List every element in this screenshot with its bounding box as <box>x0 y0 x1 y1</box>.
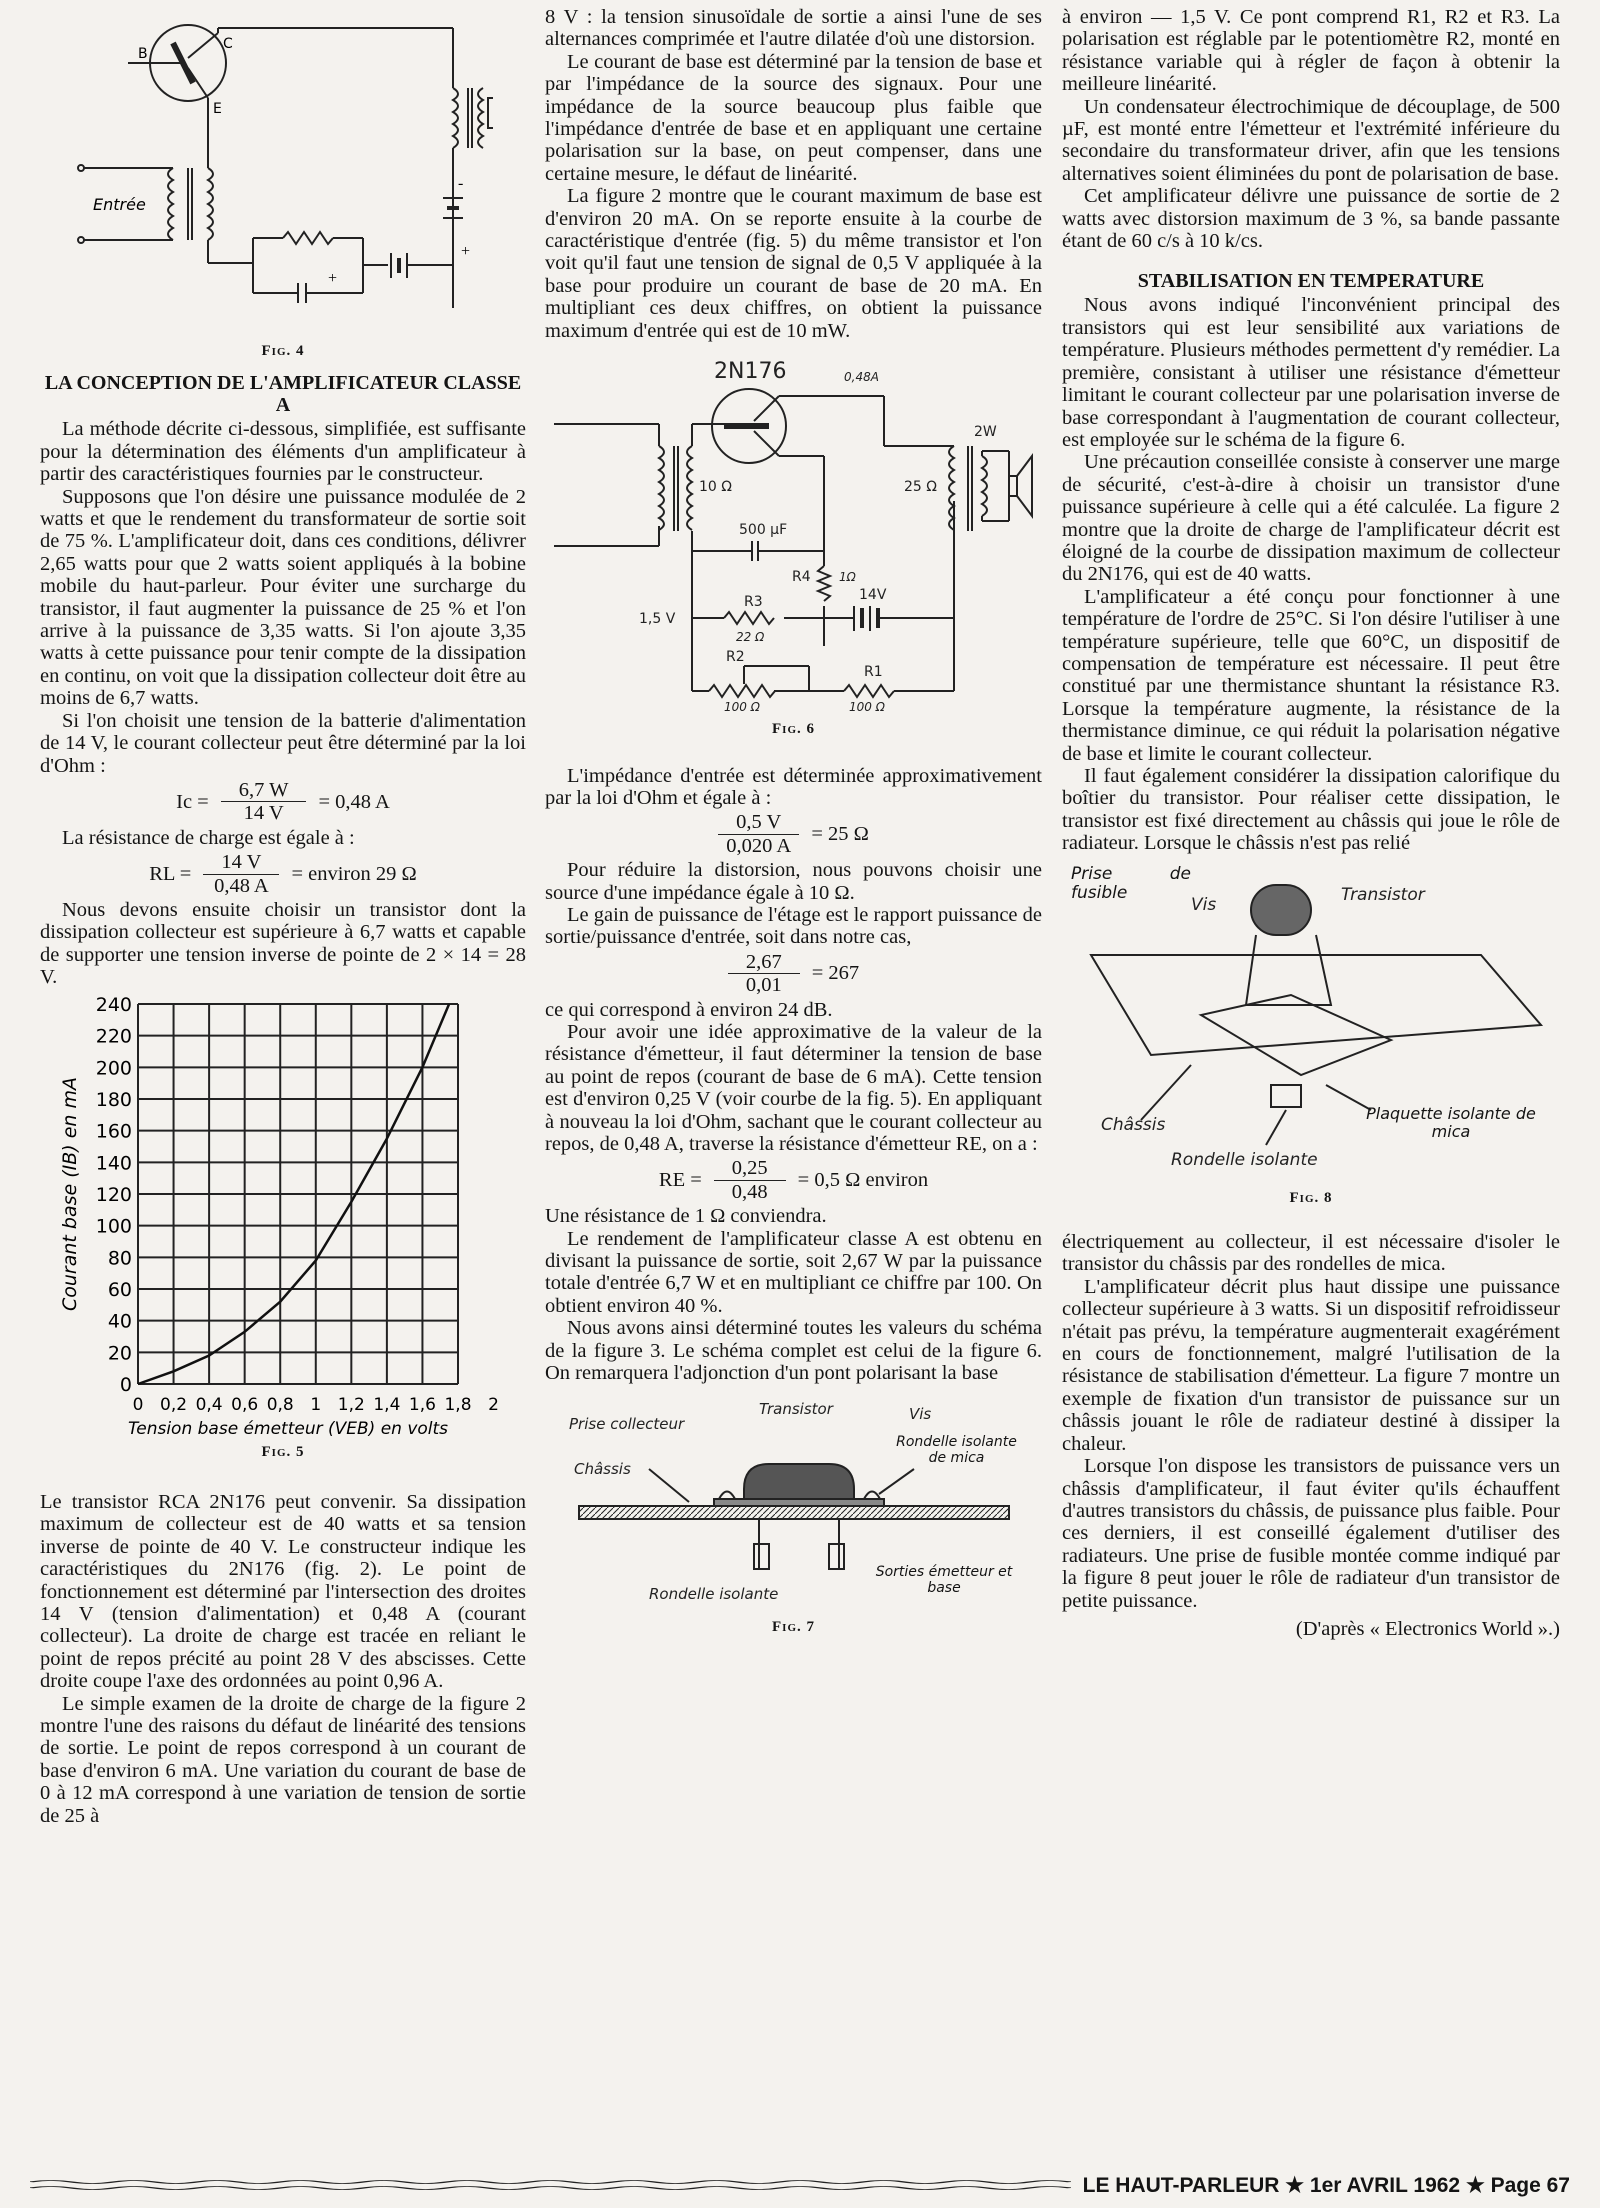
eq-num: 6,7 W <box>221 779 307 802</box>
footer-text: LE HAUT-PARLEUR ★ 1er AVRIL 1962 ★ Page 67 <box>1082 2173 1570 2197</box>
column-1 <box>40 8 526 1827</box>
eq-rhs: = 0,5 Ω environ <box>797 1169 929 1192</box>
x-tick-label: 1,2 <box>337 1394 365 1415</box>
bias-label: 1,5 V <box>638 611 675 628</box>
x-tick-label: 1,8 <box>444 1394 472 1415</box>
label-e: E <box>213 101 222 117</box>
figure-4-caption: Fig. 4 <box>261 343 305 359</box>
paragraph: L'impédance d'entrée est déterminée approximativement par la loi d'Ohm et égale à : <box>545 764 1042 809</box>
figure-4-schematic <box>73 8 493 338</box>
paragraph: Une précaution conseillée consiste à conserver une marge de sécurité, c'est-à-dire à choisir un transistor d'une puissance supérieure à celle qui a été calculée. La figure 2 montre que la droite de charge de l'amplificateur décrit est éloigné de la courbe de dissipation maximum de collecteur du 2N176, qui est de 40 watts. <box>1062 451 1560 586</box>
label-transistor: Transistor <box>758 1400 833 1419</box>
paragraph: Le simple examen de la droite de charge de la figure 2 montre l'une des raisons du défaut de linéarité des tensions de sortie. Le point de repos correspond à un courant de base d'environ 6 mA. Une variation du courant de base de 0 à 12 mA correspond à une variation de tension de sortie de 25 à <box>40 1692 526 1827</box>
paragraph: La figure 2 montre que le courant maximum de base est d'environ 20 mA. On se reporte ensuite à la courbe de caractéristique d'entrée (fig. 5) du même transistor et l'on voit qu'il faut une tension de signal de 0,5 V appliquée à la base pour produire un courant de base de 20 mA. En multipliant ces deux chiffres, on obtient la puissance maximum d'entrée qui est de 10 mW. <box>545 185 1042 342</box>
paragraph: La méthode décrite ci-dessous, simplifiée, est suffisante pour la détermination des éléments d'un amplificateur à partir des caractéristiques fournies par le constructeur. <box>40 418 526 486</box>
figure-5-chart <box>43 989 523 1439</box>
paragraph: Nous devons ensuite choisir un transistor dont la dissipation collecteur est supérieure à 6,7 watts et capable de supporter une tension inverse de pointe de 2 × 14 = 28 V. <box>40 898 526 989</box>
paragraph: L'amplificateur a été conçu pour fonctionner à une température de l'ordre de 25°C. Si l'on désire l'utiliser à une température supérieure, telle que 60°C, un dispositif de compensation de température est nécessaire. Il peut être constitué par une thermistance shuntant la résistance R3. Lorsque la température augmente, la résistance de la thermistance diminue, ce qui réduit la polarisation négative de base et limite le courant collecteur. <box>1062 585 1560 765</box>
eq-num: 0,5 V <box>718 811 799 834</box>
battery-label: 14V <box>858 587 886 604</box>
eq-lhs: Ic = <box>176 790 209 813</box>
label-entree: Entrée <box>93 195 146 214</box>
eq-num: 2,67 <box>728 951 800 974</box>
decorative-wave-rule <box>30 2178 1071 2192</box>
eq-rhs: = environ 29 Ω <box>291 862 417 885</box>
y-tick-label: 60 <box>107 1278 132 1301</box>
paragraph: électriquement au collecteur, il est nécessaire d'isoler le transistor du châssis par des rondelles de mica. <box>1062 1231 1560 1276</box>
eq-den: 14 V <box>243 802 284 825</box>
paragraph: Nous avons ainsi déterminé toutes les valeurs du schéma de la figure 3. Le schéma complet est celui de la figure 6. On remarquera l'adjonction d'un pont polarisant la base <box>545 1317 1042 1385</box>
label-vis: Vis <box>908 1405 931 1424</box>
x-tick-label: 0 <box>132 1394 144 1415</box>
eq-num: 0,25 <box>714 1157 786 1180</box>
x-tick-label: 0,2 <box>160 1394 188 1415</box>
y-tick-label: 0 <box>119 1373 132 1396</box>
figure-8-drawing <box>1071 865 1551 1185</box>
figure-7-drawing <box>559 1394 1029 1614</box>
eq-lhs: RE = <box>658 1169 702 1192</box>
y-tick-label: 100 <box>95 1215 132 1238</box>
equation-impedance <box>545 811 1042 857</box>
paragraph: Supposons que l'on désire une puissance modulée de 2 watts et que le rendement du transformateur de sortie soit de 75 %. L'amplificateur doit, dans ces conditions, délivrer 2,65 watts pour que 2 watts soient appliqués à la bobine mobile du haut-parleur. Pour éviter une surcharge du transistor, il faut augmenter la puissance de 25 % et l'on arrive à la puissance de 3,35 watts. Si l'on ajoute 3,35 watts à cette puissance pour tenir compte de la dissipation en continu, on voit que la dissipation collecteur doit être au moins de 6,7 watts. <box>40 485 526 710</box>
z-out-label: 25 Ω <box>903 479 937 496</box>
z-in-label: 10 Ω <box>698 479 732 496</box>
r3-label: R3 <box>743 594 763 611</box>
label-plaquette: Plaquette isolante de mica <box>1366 1104 1536 1141</box>
label-plus: + <box>461 243 471 260</box>
y-tick-label: 120 <box>95 1183 132 1206</box>
label-rondelle: Rondelle isolante <box>648 1585 778 1604</box>
r2-label: R2 <box>725 649 745 666</box>
r4-label: R4 <box>791 569 811 586</box>
paragraph: Cet amplificateur délivre une puissance de sortie de 2 watts avec distorsion maximum de 3 %, sa bande passante étant de 60 c/s à 10 k/cs. <box>1062 185 1560 253</box>
label-minus: - <box>458 175 464 192</box>
y-tick-label: 20 <box>107 1341 132 1364</box>
figure-6-schematic <box>554 356 1034 716</box>
eq-rhs: = 25 Ω <box>811 823 869 846</box>
x-tick-label: 0,8 <box>266 1394 294 1415</box>
x-tick-label: 1 <box>310 1394 322 1415</box>
label-b: B <box>138 46 148 62</box>
source-credit: (D'après « Electronics World ».) <box>1295 1617 1560 1640</box>
r1-value: 100 Ω <box>848 700 885 715</box>
current-label: 0,48A <box>843 370 879 385</box>
section-heading: STABILISATION EN TEMPERATURE <box>1137 270 1485 293</box>
equation-ic <box>40 779 526 825</box>
label-rondelle-mica: Rondelle isolante de mica <box>895 1434 1017 1467</box>
paragraph: ce qui correspond à environ 24 dB. <box>545 998 833 1021</box>
y-tick-label: 40 <box>107 1310 132 1333</box>
paragraph: à environ — 1,5 V. Ce pont comprend R1, R2 et R3. La polarisation est réglable par le potentiomètre R2, monté en résistance variable qui à régler de façon à obtenir la meilleure linéarité. <box>1062 6 1560 96</box>
label-vis: Vis <box>1191 894 1217 915</box>
label-chassis: Châssis <box>573 1460 631 1479</box>
eq-rhs: = 267 <box>811 962 860 985</box>
y-tick-label: 200 <box>95 1056 132 1079</box>
label-sorties: Sorties émetteur et base <box>875 1564 1012 1597</box>
paragraph: Il faut également considérer la dissipation calorifique du boîtier du transistor. Pour réaliser cette dissipation, le transistor est fixé directement au châssis qui joue le rôle de radiateur. Lorsque le châssis n'est pas relié <box>1062 765 1560 855</box>
y-tick-label: 140 <box>95 1151 132 1174</box>
y-tick-label: 220 <box>95 1025 132 1048</box>
paragraph: La résistance de charge est égale à : <box>62 826 355 849</box>
x-tick-label: 2 <box>488 1394 499 1415</box>
r1-label: R1 <box>863 664 883 681</box>
x-tick-label: 1,4 <box>373 1394 401 1415</box>
paragraph: Le rendement de l'amplificateur classe A est obtenu en divisant la puissance de sortie, soit 2,67 W par la puissance totale d'entrée 6,7 W et en multipliant ce chiffre par 100. On obtient environ 40 %. <box>545 1227 1042 1317</box>
y-tick-label: 240 <box>95 993 132 1016</box>
paragraph: Pour avoir une idée approximative de la valeur de la résistance d'émetteur, il faut déterminer la tension de base au point de repos (courant de base de 6 mA). Cette tension est d'environ 0,25 V (voir courbe de la fig. 5). En appliquant à nouveau la loi d'Ohm, sachant que le courant collecteur au repos, de 0,48 A, traverse la résistance d'émetteur RE, on a : <box>545 1020 1042 1155</box>
paragraph: Le courant de base est déterminé par la tension de base et par l'impédance de la source des signaux. Pour une impédance de la source beaucoup plus faible que l'impédance d'entrée de base et en appliquant une certaine polarisation sur la base, on peut compenser, dans une certaine mesure, le défaut de linéarité. <box>545 50 1042 185</box>
x-axis-label: Tension base émetteur (VEB) en volts <box>127 1418 449 1439</box>
x-tick-label: 0,6 <box>231 1394 259 1415</box>
capacitor-label: 500 µF <box>738 522 787 539</box>
eq-den: 0,01 <box>745 974 782 997</box>
paragraph: Pour réduire la distorsion, nous pouvons choisir une source d'une impédance égale à 10 Ω. <box>545 859 1042 904</box>
x-tick-label: 1,6 <box>408 1394 436 1415</box>
equation-gain <box>545 951 1042 997</box>
column-2 <box>545 6 1042 1649</box>
column-3 <box>1062 6 1560 1640</box>
paragraph: Le gain de puissance de l'étage est le rapport puissance de sortie/puissance d'entrée, soit dans notre cas, <box>545 903 1043 949</box>
eq-lhs: RL = <box>149 862 192 885</box>
r4-value: 1Ω <box>838 570 856 585</box>
eq-den: 0,020 A <box>726 834 792 857</box>
label-plus: + <box>328 270 338 287</box>
figure-6-caption: Fig. 6 <box>772 721 815 738</box>
paragraph: Une résistance de 1 Ω conviendra. <box>545 1205 827 1228</box>
paragraph: 8 V : la tension sinusoïdale de sortie a ainsi l'une de ses alternances comprimée et l'autre dilatée d'où une distorsion. <box>545 6 1042 51</box>
y-tick-label: 180 <box>95 1088 132 1111</box>
y-tick-label: 80 <box>107 1246 132 1269</box>
r3-value: 22 Ω <box>735 630 764 645</box>
paragraph: Un condensateur électrochimique de découplage, de 500 µF, est monté entre l'émetteur et l'extrémité inférieure du secondaire du transformateur driver, afin que les tensions alternatives soient éliminées du pont de polarisation de base. <box>1062 95 1560 185</box>
figure-7-caption: Fig. 7 <box>772 1619 815 1636</box>
paragraph: L'amplificateur décrit plus haut dissipe une puissance collecteur supérieure à 3 watts. Si un dispositif refroidisseur n'était pas prévu, la température augmenterait exagérément en cours de fonctionnement, malgré l'utilisation de la résistance de stabilisation d'émetteur. La figure 7 montre un exemple de fixation d'un transistor de puissance sur un châssis jouant le rôle de radiateur destiné à dissiper la chaleur. <box>1062 1275 1560 1455</box>
figure-5-caption: Fig. 5 <box>261 1443 305 1460</box>
label-c: C <box>223 36 233 52</box>
page-footer <box>30 2170 1570 2200</box>
x-tick-label: 0,4 <box>195 1394 223 1415</box>
figure-8-caption: Fig. 8 <box>1289 1189 1333 1206</box>
equation-re <box>545 1157 1042 1203</box>
section-heading: LA CONCEPTION DE L'AMPLIFICATEUR CLASSE A <box>44 372 522 417</box>
r2-value: 100 Ω <box>723 700 760 715</box>
transistor-label: 2N176 <box>713 359 786 385</box>
equation-rl <box>40 851 526 897</box>
label-transistor: Transistor <box>1341 884 1425 905</box>
paragraph: Nous avons indiqué l'inconvénient principal des transistors qui est leur sensibilité aux variations de température. Plusieurs méthodes permettent d'y remédier. La première, consistant à utiliser une résistance d'émetteur limitant le courant collecteur par une polarisation inverse de base correspondant à l'augmentation de courant collecteur, est employée sur le schéma de la figure 6. <box>1062 294 1560 451</box>
label-prise-fusible: Prise de fusible <box>1071 864 1191 903</box>
eq-rhs: = 0,48 A <box>318 790 390 813</box>
y-tick-label: 160 <box>95 1120 132 1143</box>
eq-den: 0,48 A <box>214 874 269 897</box>
label-prise-collecteur: Prise collecteur <box>568 1415 684 1434</box>
eq-den: 0,48 <box>731 1180 768 1203</box>
paragraph: Si l'on choisit une tension de la batterie d'alimentation de 14 V, le courant collecteur peut être déterminé par la loi d'Ohm : <box>40 709 526 777</box>
power-label: 2W <box>973 424 997 441</box>
label-rondelle: Rondelle isolante <box>1171 1149 1318 1170</box>
paragraph: Le transistor RCA 2N176 peut convenir. Sa dissipation maximum de collecteur est de 40 watts et sa tension inverse de pointe de 40 V. Le constructeur indique les caractéristiques du 2N176 (fig. 2). Le point de fonctionnement est déterminé par l'intersection des droites 14 V (tension d'alimentation) et 0,48 A (courant collecteur). La droite de charge est tracée en reliant le point de repos précité au point 28 V des abscisses. Cette droite coupe l'axe des ordonnées au point 0,96 A. <box>40 1490 526 1693</box>
eq-num: 14 V <box>203 851 279 874</box>
y-axis-label: Courant base (IB) en mA <box>59 1076 81 1311</box>
label-chassis: Châssis <box>1101 1114 1166 1135</box>
paragraph: Lorsque l'on dispose les transistors de puissance vers un châssis d'amplificateur, il faut éviter qu'ils échauffent d'autres transistors du châssis, de puissance plus faible. Pour ces derniers, il est conseillé également d'utiliser des radiateurs. Une prise de fusible montée comme indiqué par la figure 8 peut jouer le rôle de radiateur d'un transistor de petite puissance. <box>1062 1455 1560 1612</box>
